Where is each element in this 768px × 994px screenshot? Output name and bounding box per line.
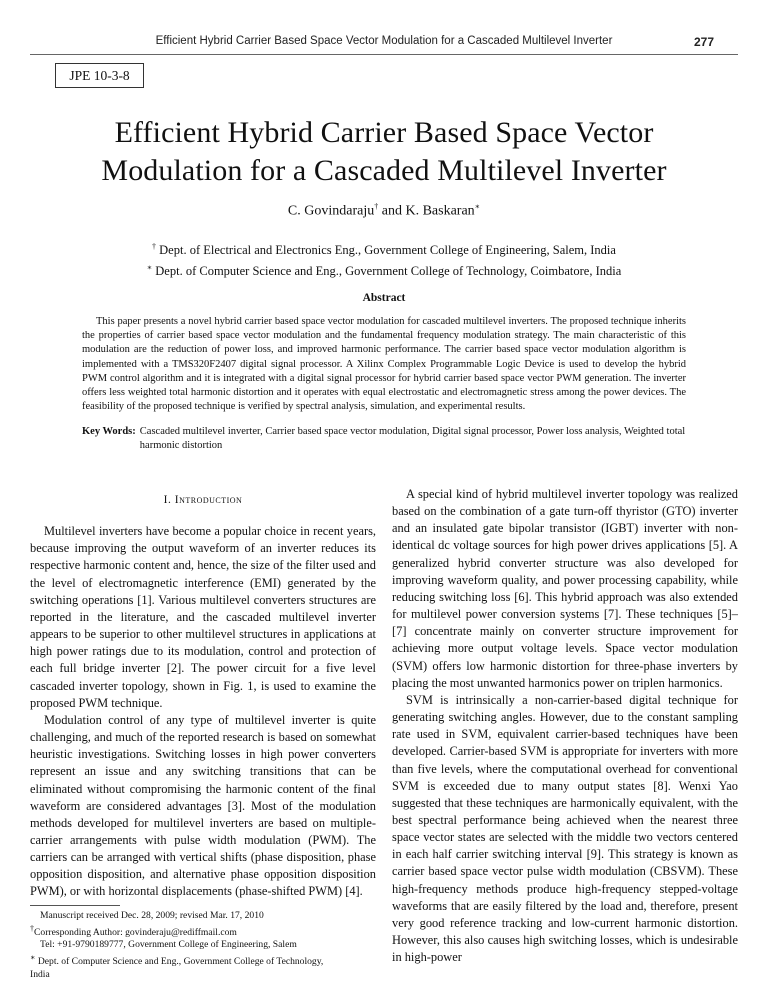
affiliation-2-mark: ∗	[146, 263, 153, 273]
footnote-received: Manuscript received Dec. 28, 2009; revised Mar. 17, 2010	[40, 910, 264, 921]
footnote-dept-cont: India	[30, 968, 50, 980]
left-paragraph-2: Modulation control of any type of multilevel inverter is quite challenging, and much of the reported research is based on somewhat heuristic investigations. Switching losses in high power converters represent an issue and any switching transitions that can be eliminated without compromising the harmonic content of the final waveform are considered advantages [3]. Most of the modulation methods developed for multilevel inverters are based on multiple-carrier arrangements with pulse width modulation (PWM). The carriers can be arranged with vertical shifts (phase disposition, phase opposition disposition, and alternative phase opposition disposition PWM), or with horizontal displacements (phase-shifted PWM) [4].	[30, 712, 376, 899]
section-title: Introduction	[174, 494, 243, 506]
affiliation-2	[0, 259, 768, 280]
affiliation-1	[0, 238, 768, 259]
footnote-dept	[30, 952, 376, 969]
author-2: K. Baskaran	[405, 203, 475, 219]
left-column	[30, 492, 376, 901]
title-line-2: Modulation for a Cascaded Multilevel Inverter	[101, 154, 667, 187]
footnote-dept-mark: ∗	[30, 952, 36, 962]
abstract-body: This paper presents a novel hybrid carrier based space vector modulation for cascaded multilevel inverters. The proposed technique inherits the properties of carrier based space vector modulation and the fundamental frequency modulation strategy. The main characteristic of this modulation are the reduction of power loss, and improved harmonic performance. The carrier based space vector modulation algorithm is implemented with a TMS320F2407 digital signal processor. A Xilinx Complex Programmable Logic Device is used to develop the hybrid PWM control algorithm and it is integrated with a digital signal processor for hybrid carrier based space vector PWM generation. The inverter offers less weighted total harmonic distortion and it operates with equal electrostatic and electromagnetic stress among the power devices. The feasibility of the proposed technique is verified by spectral analysis, simulation, and experimental results.	[82, 316, 686, 413]
keywords	[82, 425, 694, 453]
running-title: Efficient Hybrid Carrier Based Space Vector Modulation for a Cascaded Multilevel Inverter	[155, 35, 613, 47]
author-list	[0, 202, 768, 220]
section-heading	[30, 492, 376, 509]
author-2-mark: ∗	[474, 202, 481, 211]
affiliation-2-text: Dept. of Computer Science and Eng., Government College of Technology, Coimbatore, India	[152, 264, 622, 279]
footnote-corresponding-text: Corresponding Author: govinderaju@rediffmail.com	[34, 926, 237, 938]
keywords-text: Cascaded multilevel inverter, Carrier based space vector modulation, Digital signal processor, Power loss analysis, Weighted total harmonic distortion	[139, 426, 686, 452]
author-connector: and	[378, 203, 406, 219]
affiliation-1-text: Dept. of Electrical and Electronics Eng., Government College of Engineering, Salem, India	[156, 243, 616, 258]
footnote-rule	[30, 905, 120, 906]
page-number: 277	[693, 35, 714, 49]
right-paragraph-2: SVM is intrinsically a non-carrier-based digital technique for generating switching angles. However, due to the constant sampling rate used in SVM, equivalent carrier-based techniques have been developed. Carrier-based SVM is appropriate for inverters with more than five levels, where the computational overhead for conventional SVM is exceeded due to many output states [8]. Wenxi Yao suggested that these techniques are harmonically equivalent, with the best spectral performance being achieved when the nearest three space vector states are selected with the middle two vectors centered in each half carrier switching interval [9]. This strategy is known as carrier based space vector pulse width modulation (CBSVM). These high-frequency methods produce high-frequency stepped-voltage waveforms that are easily filtered by the load and, therefore, present very good reference tracking and low-current harmonic distortion. However, this also causes high switching losses, which is undesirable in high-power	[392, 692, 738, 965]
footnotes	[30, 910, 376, 981]
running-header	[0, 35, 768, 51]
title-line-1: Efficient Hybrid Carrier Based Space Vector	[114, 116, 654, 149]
footnote-tel: Tel: +91-9790189777, Government College of Engineering, Salem	[40, 939, 297, 951]
left-paragraph-1: Multilevel inverters have become a popular choice in recent years, because improving the output waveform of an inverter reduces its respective harmonic content and, hence, the size of the filter used and the level of electromagnetic interference (EMI) generated by the switching operations [1]. Various multilevel converters structures are reported in the literature, and the cascaded multilevel inverter appears to be superior to other multilevel structures in applications at high power ratings due to its modulation, control and protection of each full bridge inverter [2]. The power circuit for a five level cascaded inverter topology, shown in Fig. 1, is used to examine the proposed PWM technique.	[30, 524, 376, 710]
affiliation-1-mark: †	[152, 242, 157, 251]
abstract-heading: Abstract	[362, 292, 406, 304]
author-1-mark: †	[374, 202, 379, 211]
section-numeral: I.	[163, 494, 175, 506]
affiliations	[0, 238, 768, 280]
paper-title	[40, 114, 728, 190]
footnote-corresponding-mark: †	[30, 923, 34, 933]
footnote-corresponding	[30, 923, 376, 940]
header-rule	[30, 54, 738, 55]
author-1: C. Govindaraju	[287, 203, 375, 219]
footnote-dept-text: Dept. of Computer Science and Eng., Government College of Technology,	[35, 956, 324, 968]
keywords-label: Key Words:	[82, 426, 136, 437]
right-column	[392, 486, 738, 966]
paper-code-box: JPE 10-3-8	[55, 63, 144, 88]
right-paragraph-1: A special kind of hybrid multilevel inverter topology was realized based on the combination of a gate turn-off thyristor (GTO) inverter and an insulated gate bipolar transistor (IGBT) inverter with non-identical dc voltage sources for high power drives applications [5]. A generalized hybrid converter structure was also developed for improving waveform quality, and power processing capability, while reducing switching loss [6]. This hybrid approach was also extended for multilevel power conversion systems [7]. These techniques [5]–[7] concentrate mainly on converter structure improvement for achieving more output voltage levels. Space vector modulation (SVM) offers low harmonic distortion for three-phase inverters by placing the most unwanted harmonics power on triplen harmonics.	[392, 487, 738, 690]
